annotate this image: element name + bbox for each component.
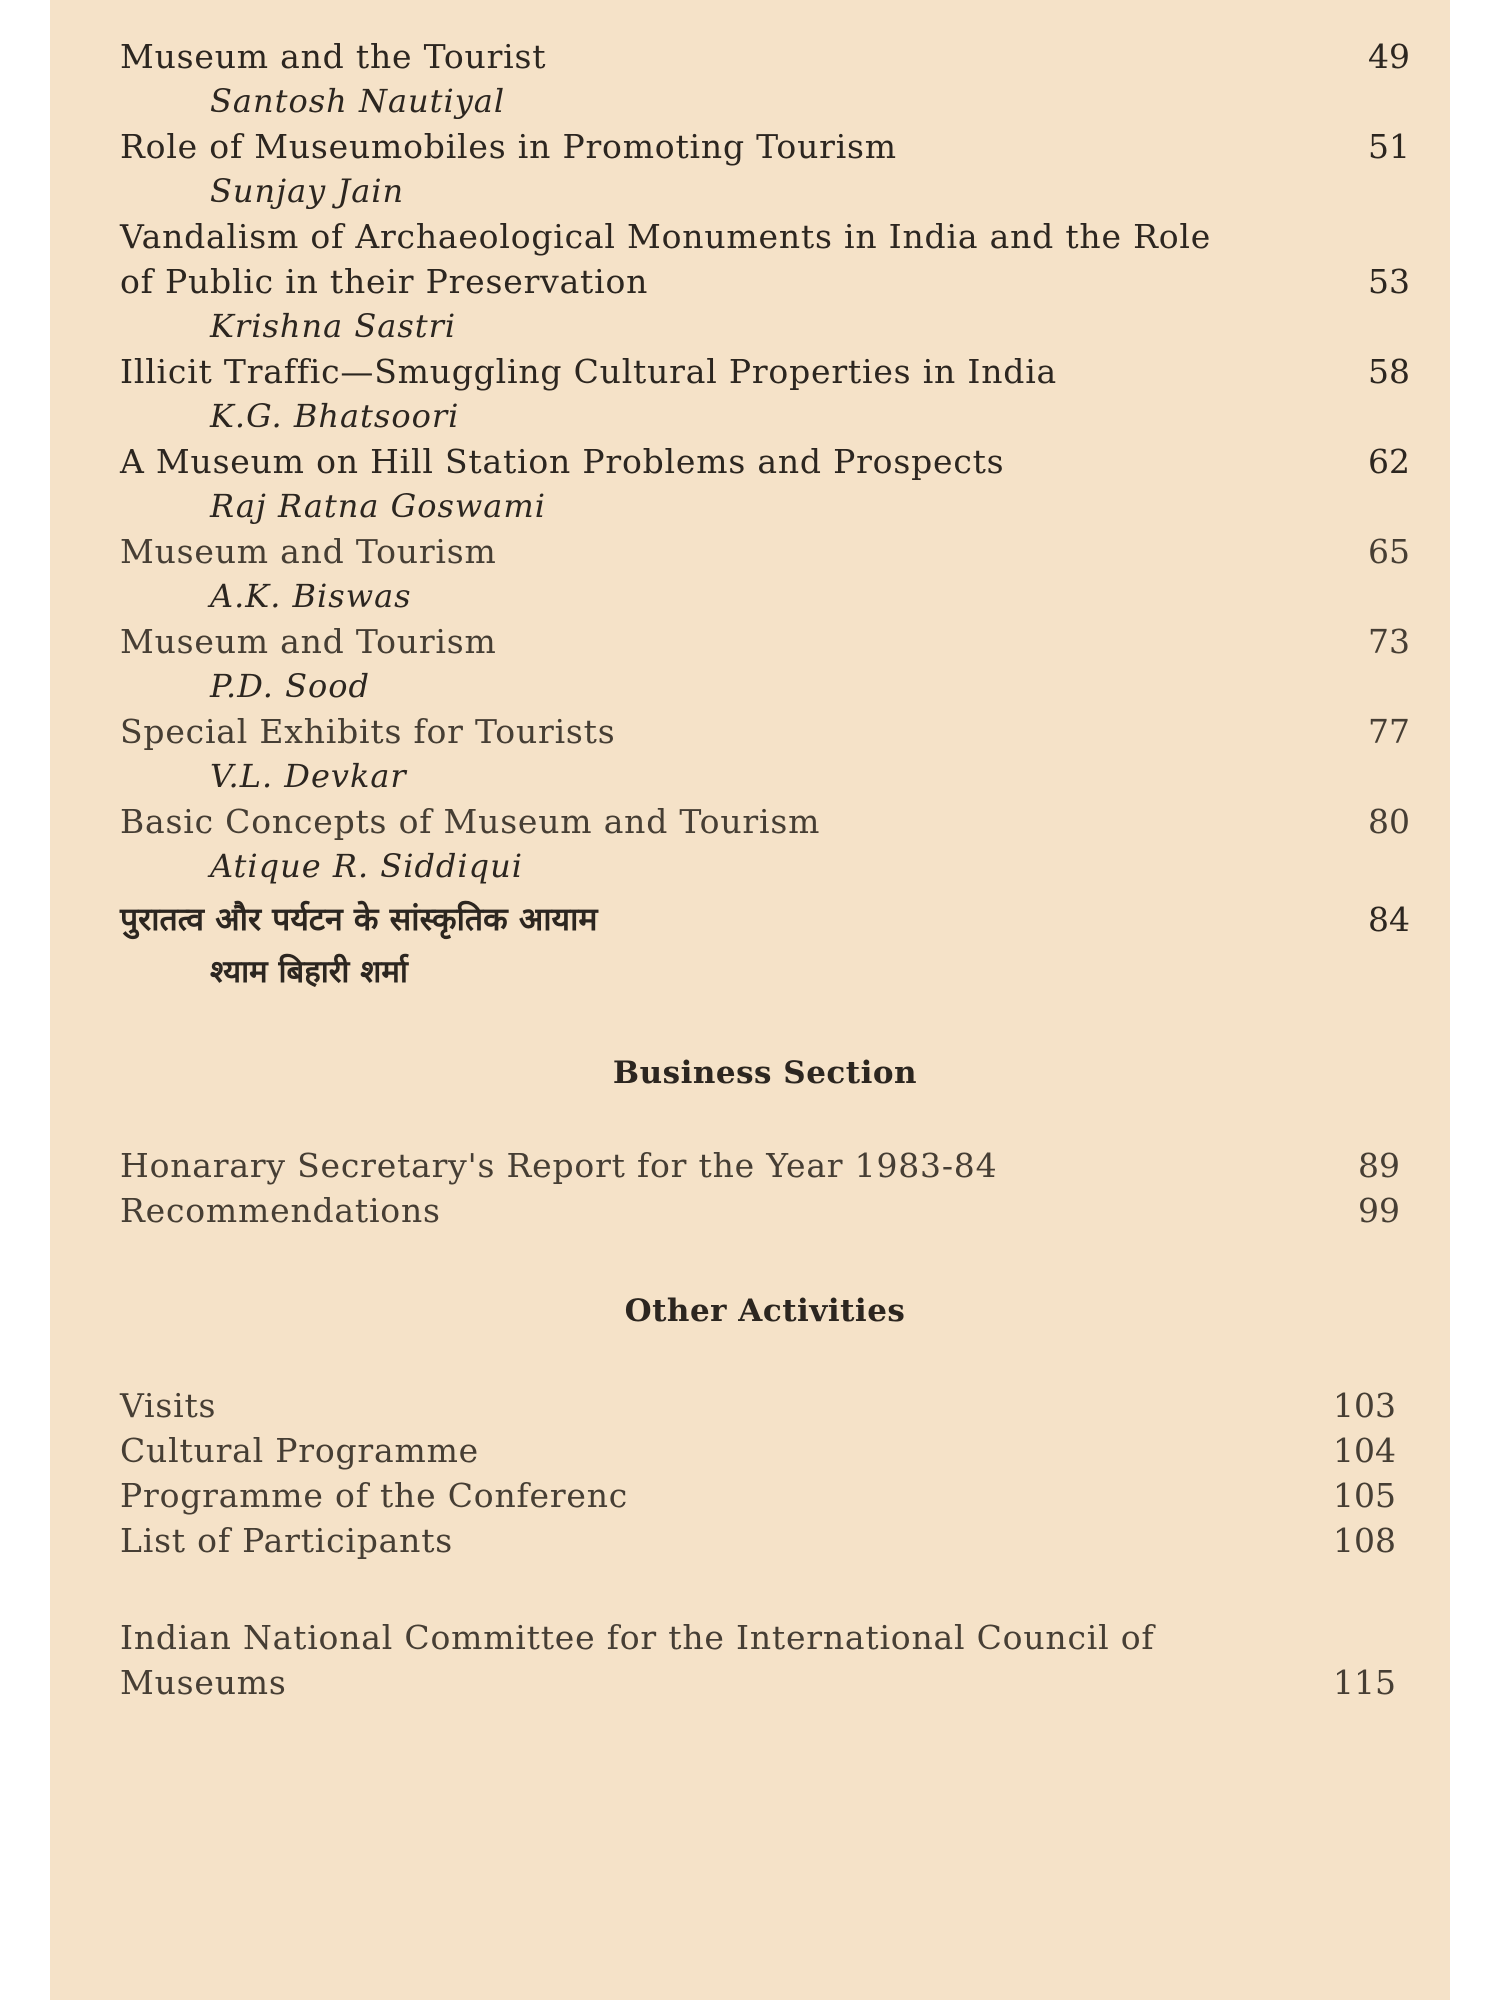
entry-title: Role of Museumobiles in Promoting Tourism: [120, 127, 897, 166]
entry-page-number: 73: [1368, 622, 1410, 661]
toc-entry: [120, 1143, 1410, 1188]
entry-page-number: 49: [1368, 37, 1410, 76]
document-page: [50, 0, 1450, 2000]
entry-page-number: 103: [1333, 1386, 1396, 1425]
entry-author: श्याम बिहारी शर्मा: [210, 954, 408, 990]
entry-author: Santosh Nautiyal: [210, 82, 506, 120]
entry-title: Illicit Traffic—Smuggling Cultural Properties in India: [120, 352, 1058, 391]
toc-entry: [120, 799, 1410, 889]
entry-title: पुरातत्व और पर्यटन के सांस्कृतिक आयाम: [120, 900, 598, 938]
toc-entry: [120, 709, 1410, 799]
toc-entry: [120, 1473, 1410, 1518]
toc-entry: [120, 34, 1410, 124]
entry-title: Indian National Committee for the International Council of Museums: [120, 1618, 1155, 1702]
entry-page-number: 104: [1333, 1431, 1396, 1470]
entry-author: K.G. Bhatsoori: [210, 397, 460, 435]
entry-title: Museum and Tourism: [120, 532, 497, 571]
entry-author: V.L. Devkar: [210, 757, 407, 795]
entry-page-number: 105: [1333, 1476, 1396, 1515]
toc-entry: [120, 124, 1410, 214]
entry-title: Honarary Secretary's Report for the Year 1983-84: [120, 1146, 998, 1185]
entry-page-number: 53: [1368, 262, 1410, 301]
toc-entry: [120, 214, 1410, 349]
entry-title: Programme of the Conferenc: [120, 1476, 629, 1515]
entry-title: Museum and the Tourist: [120, 37, 547, 76]
table-of-contents: [120, 34, 1410, 1705]
entry-title: List of Participants: [120, 1521, 453, 1560]
section-heading-business: Business Section: [612, 1055, 918, 1091]
toc-entry: [120, 529, 1410, 619]
section-heading-other-activities: Other Activities: [624, 1293, 906, 1329]
toc-entry: [120, 1383, 1410, 1428]
entry-page-number: 58: [1368, 352, 1410, 391]
entry-author: Atique R. Siddiqui: [210, 847, 523, 885]
entry-page-number: 80: [1368, 802, 1410, 841]
entry-page-number: 62: [1368, 442, 1410, 481]
entry-title: A Museum on Hill Station Problems and Prospects: [120, 442, 1005, 481]
entry-page-number: 115: [1333, 1663, 1396, 1702]
entry-page-number: 108: [1333, 1521, 1396, 1560]
toc-entry: [120, 1518, 1410, 1563]
entry-title: Basic Concepts of Museum and Tourism: [120, 802, 821, 841]
entry-author: Krishna Sastri: [210, 307, 457, 345]
entry-author: Sunjay Jain: [210, 172, 405, 210]
toc-entry: [120, 439, 1410, 529]
entry-title: Visits: [120, 1386, 217, 1425]
toc-entry: [120, 1615, 1410, 1705]
toc-entry: [120, 1188, 1410, 1233]
entry-page-number: 89: [1358, 1146, 1400, 1185]
entry-page-number: 84: [1368, 900, 1410, 939]
toc-entry: [120, 349, 1410, 439]
toc-entry-hindi: [120, 893, 1410, 999]
entry-author: A.K. Biswas: [210, 577, 412, 615]
entry-title: Cultural Programme: [120, 1431, 479, 1470]
toc-entry: [120, 619, 1410, 709]
entry-title: Recommendations: [120, 1191, 441, 1230]
entry-title: Special Exhibits for Tourists: [120, 712, 616, 751]
toc-entry: [120, 1428, 1410, 1473]
entry-page-number: 51: [1368, 127, 1410, 166]
entry-page-number: 65: [1368, 532, 1410, 571]
entry-page-number: 77: [1368, 712, 1410, 751]
entry-title: Vandalism of Archaeological Monuments in India and the Role of Public in their Preservation: [120, 217, 1212, 301]
entry-title: Museum and Tourism: [120, 622, 497, 661]
entry-author: Raj Ratna Goswami: [210, 487, 546, 525]
entry-author: P.D. Sood: [210, 667, 371, 705]
entry-page-number: 99: [1358, 1191, 1400, 1230]
